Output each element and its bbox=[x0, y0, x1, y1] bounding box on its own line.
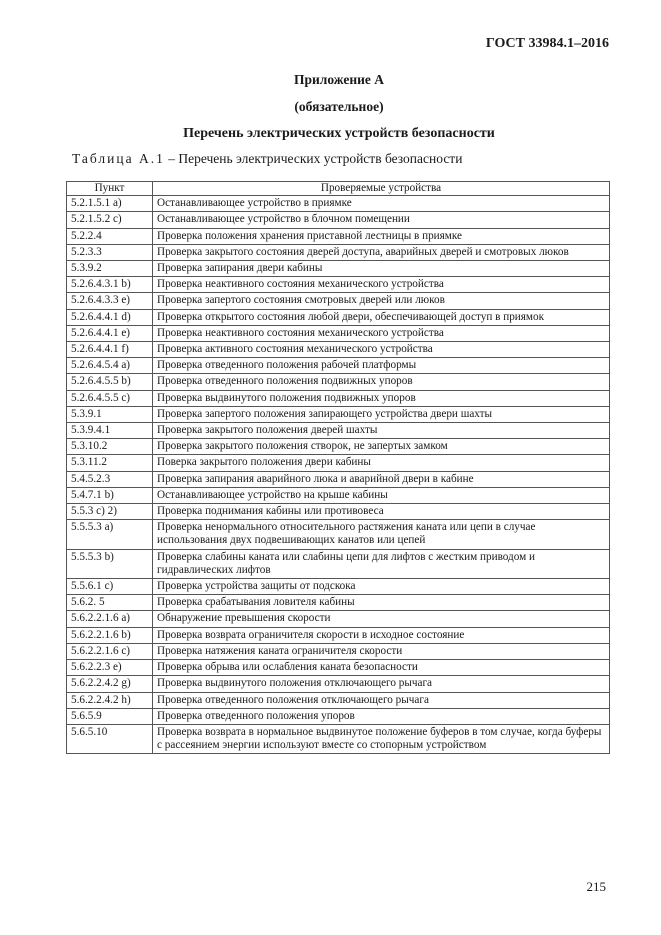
table-row bbox=[67, 660, 610, 676]
device-cell: Проверка закрытого состояния дверей доступа, аварийных дверей и смотровых люков bbox=[153, 244, 610, 260]
clause-cell: 5.5.5.3 b) bbox=[67, 549, 153, 578]
annex-name: Перечень электрических устройств безопасности bbox=[183, 126, 495, 141]
table-row bbox=[67, 423, 610, 439]
table-row bbox=[67, 676, 610, 692]
device-cell: Проверка закрытого положения створок, не запертых замком bbox=[153, 439, 610, 455]
clause-cell: 5.6.2. 5 bbox=[67, 595, 153, 611]
device-cell: Проверка запирания двери кабины bbox=[153, 261, 610, 277]
table-row bbox=[67, 455, 610, 471]
table-row bbox=[67, 228, 610, 244]
table-row bbox=[67, 277, 610, 293]
clause-cell: 5.2.6.4.4.1 е) bbox=[67, 325, 153, 341]
table-row bbox=[67, 261, 610, 277]
annex-type: (обязательное) bbox=[294, 99, 384, 114]
table-row bbox=[67, 708, 610, 724]
device-cell: Проверка срабатывания ловителя кабины bbox=[153, 595, 610, 611]
clause-cell: 5.6.5.10 bbox=[67, 724, 153, 753]
clause-cell: 5.2.2.4 bbox=[67, 228, 153, 244]
device-cell: Проверка выдвинутого положения отключающего рычага bbox=[153, 676, 610, 692]
table-row bbox=[67, 579, 610, 595]
device-cell: Проверка запертого состояния смотровых дверей или люков bbox=[153, 293, 610, 309]
device-cell: Проверка запертого положения запирающего устройства двери шахты bbox=[153, 406, 610, 422]
table-row bbox=[67, 342, 610, 358]
clause-cell: 5.3.10.2 bbox=[67, 439, 153, 455]
table-row bbox=[67, 611, 610, 627]
device-cell: Проверка слабины каната или слабины цепи для лифтов с жестким приводом и гидравлических лифтов bbox=[153, 549, 610, 578]
table-row bbox=[67, 692, 610, 708]
device-cell: Проверка отведенного положения упоров bbox=[153, 708, 610, 724]
device-cell: Проверка возврата ограничителя скорости в исходное состояние bbox=[153, 627, 610, 643]
table-row bbox=[67, 627, 610, 643]
table-row bbox=[67, 309, 610, 325]
clause-cell: 5.5.5.3 а) bbox=[67, 520, 153, 549]
table-row bbox=[67, 595, 610, 611]
clause-cell: 5.6.2.2.4.2 g) bbox=[67, 676, 153, 692]
table-header-row bbox=[67, 182, 610, 196]
table-row bbox=[67, 487, 610, 503]
clause-cell: 5.5.3 с) 2) bbox=[67, 504, 153, 520]
table-caption-lead: Таблица А.1 bbox=[72, 151, 165, 166]
clause-cell: 5.6.2.2.4.2 h) bbox=[67, 692, 153, 708]
clause-cell: 5.5.6.1 с) bbox=[67, 579, 153, 595]
table-row bbox=[67, 212, 610, 228]
device-cell: Проверка открытого состояния любой двери, обеспечивающей доступ в приямок bbox=[153, 309, 610, 325]
table-row bbox=[67, 504, 610, 520]
clause-cell: 5.3.11.2 bbox=[67, 455, 153, 471]
device-cell: Проверка неактивного состояния механического устройства bbox=[153, 277, 610, 293]
clause-cell: 5.2.1.5.1 а) bbox=[67, 196, 153, 212]
clause-cell: 5.3.9.2 bbox=[67, 261, 153, 277]
clause-cell: 5.6.2.2.1.6 с) bbox=[67, 643, 153, 659]
device-cell: Проверка положения хранения приставной лестницы в приямке bbox=[153, 228, 610, 244]
page-number: 215 bbox=[586, 879, 606, 894]
clause-cell: 5.2.6.4.4.1 f) bbox=[67, 342, 153, 358]
table-caption bbox=[72, 151, 462, 167]
table-row bbox=[67, 439, 610, 455]
clause-cell: 5.2.6.4.3.3 е) bbox=[67, 293, 153, 309]
device-cell: Проверка отведенного положения отключающего рычага bbox=[153, 692, 610, 708]
device-cell: Останавливающее устройство на крыше кабины bbox=[153, 487, 610, 503]
device-cell: Проверка запирания аварийного люка и аварийной двери в кабине bbox=[153, 471, 610, 487]
clause-cell: 5.2.6.4.5.4 а) bbox=[67, 358, 153, 374]
table-row bbox=[67, 724, 610, 753]
device-cell: Проверка ненормального относительного растяжения каната или цепи в случае использования двух подвешивающих канатов или цепей bbox=[153, 520, 610, 549]
clause-cell: 5.6.2.2.1.6 b) bbox=[67, 627, 153, 643]
clause-cell: 5.2.6.4.4.1 d) bbox=[67, 309, 153, 325]
header-clause: Пункт bbox=[67, 182, 153, 196]
device-cell: Проверка натяжения каната ограничителя скорости bbox=[153, 643, 610, 659]
clause-cell: 5.6.2.2.3 е) bbox=[67, 660, 153, 676]
table-row bbox=[67, 390, 610, 406]
device-cell: Проверка отведенного положения подвижных упоров bbox=[153, 374, 610, 390]
table-row bbox=[67, 293, 610, 309]
device-cell: Останавливающее устройство в приямке bbox=[153, 196, 610, 212]
device-cell: Проверка закрытого положения дверей шахты bbox=[153, 423, 610, 439]
annex-title: Приложение А bbox=[293, 72, 385, 87]
document-code: ГОСТ 33984.1–2016 bbox=[485, 36, 609, 51]
table-row bbox=[67, 406, 610, 422]
clause-cell: 5.6.2.2.1.6 а) bbox=[67, 611, 153, 627]
device-cell: Обнаружение превышения скорости bbox=[153, 611, 610, 627]
device-cell: Проверка активного состояния механического устройства bbox=[153, 342, 610, 358]
clause-cell: 5.2.6.4.5.5 с) bbox=[67, 390, 153, 406]
clause-cell: 5.2.6.4.5.5 b) bbox=[67, 374, 153, 390]
clause-cell: 5.6.5.9 bbox=[67, 708, 153, 724]
table-body bbox=[67, 196, 610, 754]
device-cell: Проверка обрыва или ослабления каната безопасности bbox=[153, 660, 610, 676]
table-caption-text: – Перечень электрических устройств безопасности bbox=[164, 151, 463, 166]
header-devices: Проверяемые устройства bbox=[153, 182, 610, 196]
device-cell: Проверка неактивного состояния механического устройства bbox=[153, 325, 610, 341]
device-cell: Поверка закрытого положения двери кабины bbox=[153, 455, 610, 471]
clause-cell: 5.4.5.2.3 bbox=[67, 471, 153, 487]
table-row bbox=[67, 643, 610, 659]
device-cell: Проверка выдвинутого положения подвижных упоров bbox=[153, 390, 610, 406]
clause-cell: 5.3.9.4.1 bbox=[67, 423, 153, 439]
device-cell: Проверка отведенного положения рабочей платформы bbox=[153, 358, 610, 374]
table-row bbox=[67, 196, 610, 212]
device-cell: Останавливающее устройство в блочном помещении bbox=[153, 212, 610, 228]
table-row bbox=[67, 358, 610, 374]
clause-cell: 5.3.9.1 bbox=[67, 406, 153, 422]
clause-cell: 5.2.3.3 bbox=[67, 244, 153, 260]
table-row bbox=[67, 244, 610, 260]
table-row bbox=[67, 549, 610, 578]
device-cell: Проверка возврата в нормальное выдвинутое положение буферов в том случае, когда буферы с рассеянием энергии используют вместе со стопорным устройством bbox=[153, 724, 610, 753]
table-row bbox=[67, 325, 610, 341]
clause-cell: 5.4.7.1 b) bbox=[67, 487, 153, 503]
table-row bbox=[67, 520, 610, 549]
table-row bbox=[67, 471, 610, 487]
safety-devices-table bbox=[66, 181, 610, 754]
clause-cell: 5.2.6.4.3.1 b) bbox=[67, 277, 153, 293]
table-row bbox=[67, 374, 610, 390]
device-cell: Проверка поднимания кабины или противовеса bbox=[153, 504, 610, 520]
clause-cell: 5.2.1.5.2 с) bbox=[67, 212, 153, 228]
device-cell: Проверка устройства защиты от подскока bbox=[153, 579, 610, 595]
